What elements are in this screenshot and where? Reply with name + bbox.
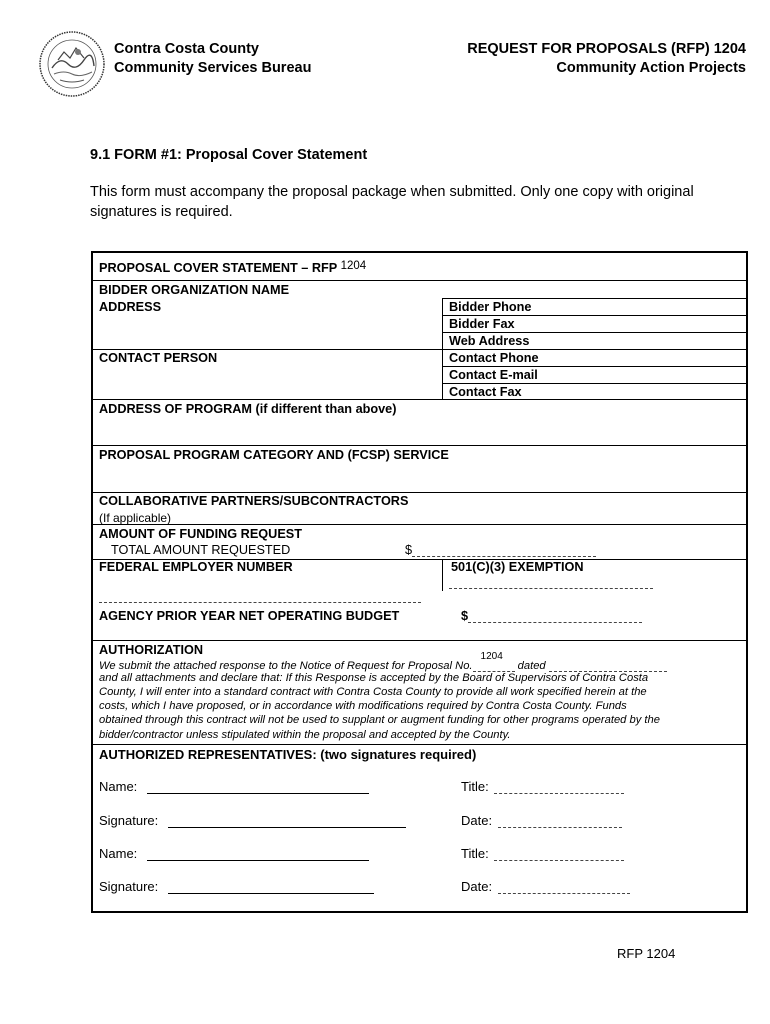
- name-2-field[interactable]: [99, 846, 369, 861]
- auth-text-1: We submit the attached response to the Notice of Request for Proposal No.: [99, 660, 473, 672]
- federal-employer-number-label: FEDERAL EMPLOYER NUMBER: [99, 560, 293, 574]
- federal-employer-number-field[interactable]: [99, 589, 421, 603]
- bidder-fax-label: Bidder Fax: [449, 317, 515, 331]
- collaborative-note: (If applicable): [99, 511, 172, 525]
- bidder-organization-label: BIDDER ORGANIZATION NAME: [99, 283, 290, 297]
- rfp-number-title: REQUEST FOR PROPOSALS (RFP) 1204: [467, 41, 746, 57]
- contact-person-label: CONTACT PERSON: [99, 351, 218, 365]
- authorization-text-line1: [99, 651, 667, 672]
- funding-request-label: AMOUNT OF FUNDING REQUEST: [99, 527, 302, 541]
- authorization-text-line3: County, I will enter into a standard contract with Contra Costa County to provide all work specified herein at the: [99, 686, 647, 698]
- cover-rfp-number: 1204: [340, 260, 367, 272]
- rfp-header: [467, 40, 746, 78]
- contact-email-label: Contact E-mail: [449, 368, 538, 382]
- address-label: ADDRESS: [99, 300, 162, 314]
- title-1-label: Title:: [461, 779, 489, 794]
- program-category-label: PROPOSAL PROGRAM CATEGORY AND (FCSP) SERVICE: [99, 448, 449, 462]
- exemption-label: 501(C)(3) EXEMPTION: [451, 560, 584, 574]
- contact-phone-label: Contact Phone: [449, 351, 539, 365]
- bidder-phone-label: Bidder Phone: [449, 300, 532, 314]
- date-2-label: Date:: [461, 879, 493, 894]
- authorization-text-line5: obtained through this contract will not be used to supplant or augment funding for other programs operated by the: [99, 714, 660, 726]
- total-amount-field[interactable]: [405, 543, 596, 557]
- county-seal-logo: [38, 30, 106, 98]
- operating-budget-label: AGENCY PRIOR YEAR NET OPERATING BUDGET: [99, 609, 400, 623]
- auth-date-field[interactable]: [549, 658, 667, 672]
- title-2-label: Title:: [461, 846, 489, 861]
- signature-1-field[interactable]: [99, 813, 406, 828]
- date-1-label: Date:: [461, 813, 493, 828]
- operating-budget-field[interactable]: [461, 609, 642, 623]
- total-amount-label: TOTAL AMOUNT REQUESTED: [111, 543, 291, 557]
- name-2-label: Name:: [99, 846, 138, 861]
- total-amount-dollar: $: [405, 543, 413, 557]
- authorization-text-line2: and all attachments and declare that: If this Response is accepted by the Board of Supervisors of Contra Costa: [99, 672, 649, 684]
- organization-header: [114, 40, 311, 78]
- exemption-field[interactable]: [449, 575, 653, 589]
- date-2-field[interactable]: [461, 879, 630, 894]
- cover-statement-title: [99, 261, 366, 275]
- name-1-label: Name:: [99, 779, 138, 794]
- cover-title-text: PROPOSAL COVER STATEMENT – RFP: [99, 261, 338, 275]
- page-footer-label: RFP 1204: [617, 946, 676, 961]
- contact-fax-label: Contact Fax: [449, 385, 522, 399]
- title-2-field[interactable]: [461, 846, 624, 861]
- section-title: 9.1 FORM #1: Proposal Cover Statement: [90, 147, 368, 163]
- auth-rfp-number: 1204: [480, 651, 503, 662]
- authorization-text-line6: bidder/contractor unless stipulated within the proposal and accepted by the County.: [99, 729, 511, 741]
- title-1-field[interactable]: [461, 779, 624, 794]
- auth-rfp-field[interactable]: [473, 651, 515, 672]
- collaborative-partners-label: COLLABORATIVE PARTNERS/SUBCONTRACTORS: [99, 494, 409, 508]
- rfp-subtitle: Community Action Projects: [556, 60, 746, 76]
- authorized-representatives-label: AUTHORIZED REPRESENTATIVES: (two signatures required): [99, 747, 477, 762]
- county-name: Contra Costa County: [114, 41, 259, 57]
- cover-statement-form: [91, 251, 748, 913]
- signature-2-label: Signature:: [99, 879, 159, 894]
- name-1-field[interactable]: [99, 779, 369, 794]
- bureau-name: Community Services Bureau: [114, 60, 312, 76]
- budget-dollar: $: [461, 609, 469, 623]
- program-address-label: ADDRESS OF PROGRAM (if different than above): [99, 402, 397, 416]
- authorization-text-line4: costs, which I have proposed, or in accordance with modifications required by Contra Costa County. Funds: [99, 700, 627, 712]
- date-1-field[interactable]: [461, 813, 622, 828]
- signature-2-field[interactable]: [99, 879, 374, 894]
- auth-dated: dated: [517, 660, 546, 672]
- authorization-label: AUTHORIZATION: [99, 643, 204, 657]
- web-address-label: Web Address: [449, 334, 530, 348]
- signature-1-label: Signature:: [99, 813, 159, 828]
- section-intro: This form must accompany the proposal package when submitted. Only one copy with original signatures is required.: [90, 184, 694, 220]
